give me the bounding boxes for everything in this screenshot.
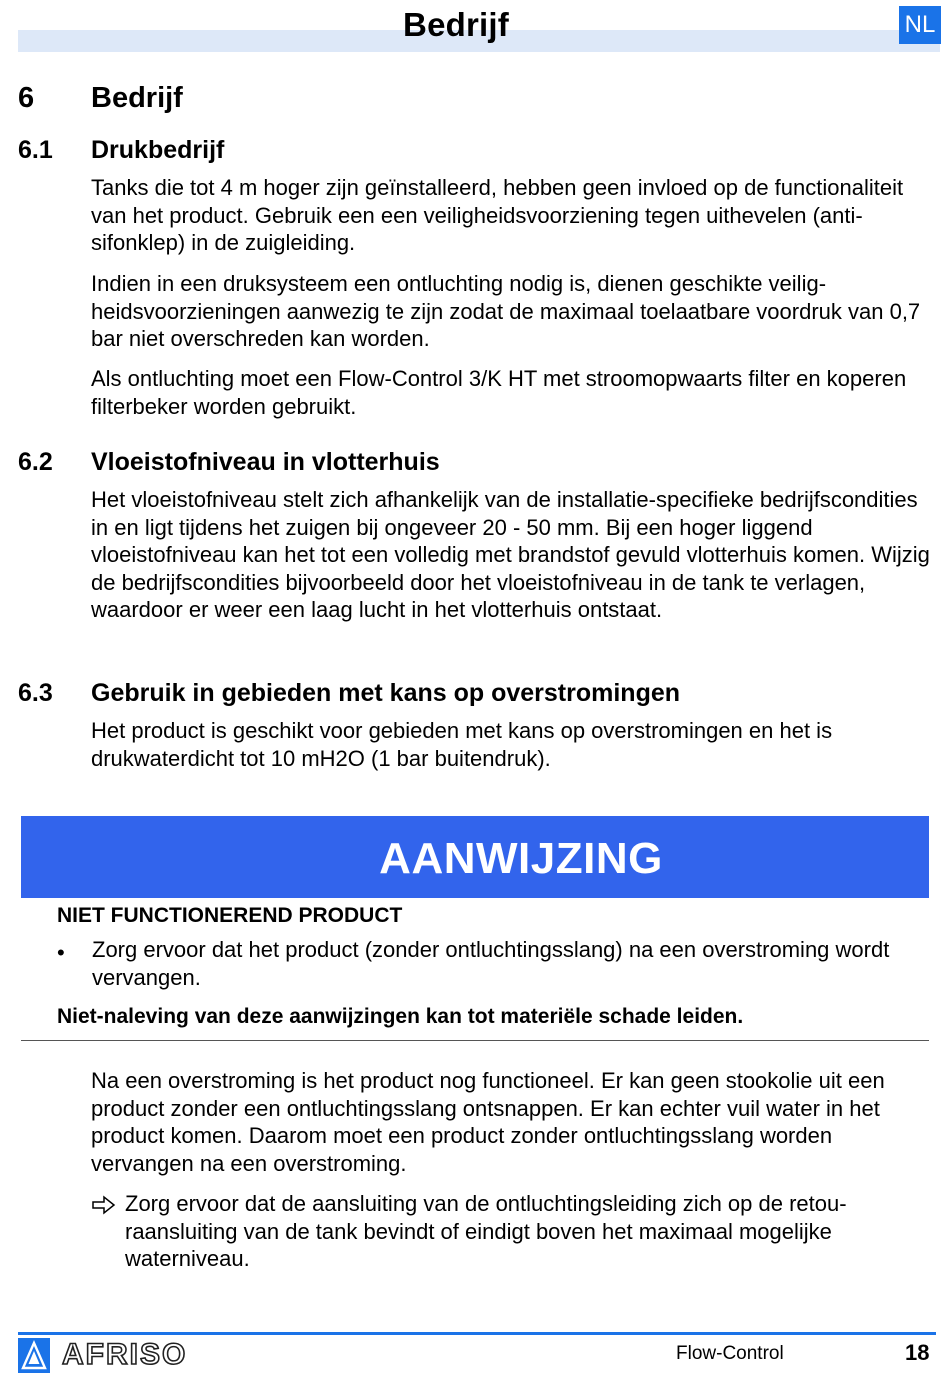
paragraph: Als ontluchting moet een Flow-Control 3/K HT met stroomopwaarts filter en koperen filterbeker worden gebruikt.	[91, 366, 907, 419]
section-number: 6.3	[18, 679, 53, 707]
paragraph: Indien in een druksysteem een ontluchting nodig is, dienen geschikte veiligheidsvoorzieningen aanwezig te zijn zodat de maximaal toelaatbare voordruk van 0,7 bar niet overschreden kan worden.	[91, 271, 921, 351]
paragraph: Na een overstroming is het product nog functioneel. Er kan geen stookolie uit een product zonder een ontluchtingsslang ontsnappen. Er kan echter vuil water in het product komen. Daarom moet een product zonder ontluchtingsslang worden vervangen na een overstroming.	[91, 1068, 885, 1176]
notice-title: AANWIJZING	[379, 834, 663, 883]
section-6-2-heading	[18, 448, 440, 477]
bullet-icon: •	[57, 940, 65, 965]
arrow-right-icon	[91, 1195, 117, 1215]
paragraph: Tanks die tot 4 m hoger zijn geïnstalleerd, hebben geen invloed op de functionaliteit van het product. Gebruik een een veiligheidsvoorziening tegen uithevelen (anti-sifonklep) in de zuigleiding.	[91, 175, 904, 255]
paragraph: Het vloeistofniveau stelt zich afhankelijk van de installatie-specifieke bedrijfscondities in en ligt tijdens het zuigen bij ongeveer 20 - 50 mm. Bij een hoger liggend vloeistofniveau kan het tot een volledig met brandstof gevuld vlotterhuis komen. Wijzig de bedrijfscondities bijvoorbeeld door het vloeistofniveau in de tank te verlagen, waardoor er weer een laag lucht in het vlotterhuis ontstaat.	[91, 487, 930, 622]
section-number: 6.2	[18, 448, 53, 476]
section-6-3-heading	[18, 679, 680, 708]
notice-banner	[21, 816, 929, 898]
paragraph: Het product is geschikt voor gebieden met kans op overstromingen en het is drukwaterdicht tot 10 mH2O (1 bar buitendruk).	[91, 718, 833, 771]
notice-warning: Niet-naleving van deze aanwijzingen kan tot materiële schade leiden.	[57, 1005, 744, 1028]
language-badge: NL	[899, 6, 941, 44]
action-step: Zorg ervoor dat de aansluiting van de ontluchtingsleiding zich op de retouraansluiting van de tank bevindt of eindigt boven het maximaal mogelijke waterniveau.	[125, 1191, 847, 1271]
afriso-logo-icon	[18, 1338, 50, 1373]
page-header-title: Bedrijf	[403, 6, 509, 43]
divider	[21, 1040, 929, 1041]
section-6-1-heading	[18, 136, 224, 165]
notice-bullet: Zorg ervoor dat het product (zonder ontluchtingsslang) na een overstroming wordt vervangen.	[92, 937, 890, 990]
section-title: Bedrijf	[91, 82, 183, 114]
footer-product-name: Flow-Control	[676, 1343, 784, 1364]
afriso-logo: AFRISO	[62, 1338, 188, 1371]
page-number: 18	[905, 1340, 930, 1365]
section-title: Gebruik in gebieden met kans op overstromingen	[91, 679, 681, 707]
section-title: Drukbedrijf	[91, 136, 225, 164]
section-6-heading	[18, 82, 183, 115]
notice-subtitle: NIET FUNCTIONEREND PRODUCT	[57, 904, 403, 927]
section-title: Vloeistofniveau in vlotterhuis	[91, 448, 440, 476]
section-number: 6.1	[18, 136, 53, 164]
section-number: 6	[18, 82, 35, 114]
footer-rule	[18, 1332, 936, 1335]
